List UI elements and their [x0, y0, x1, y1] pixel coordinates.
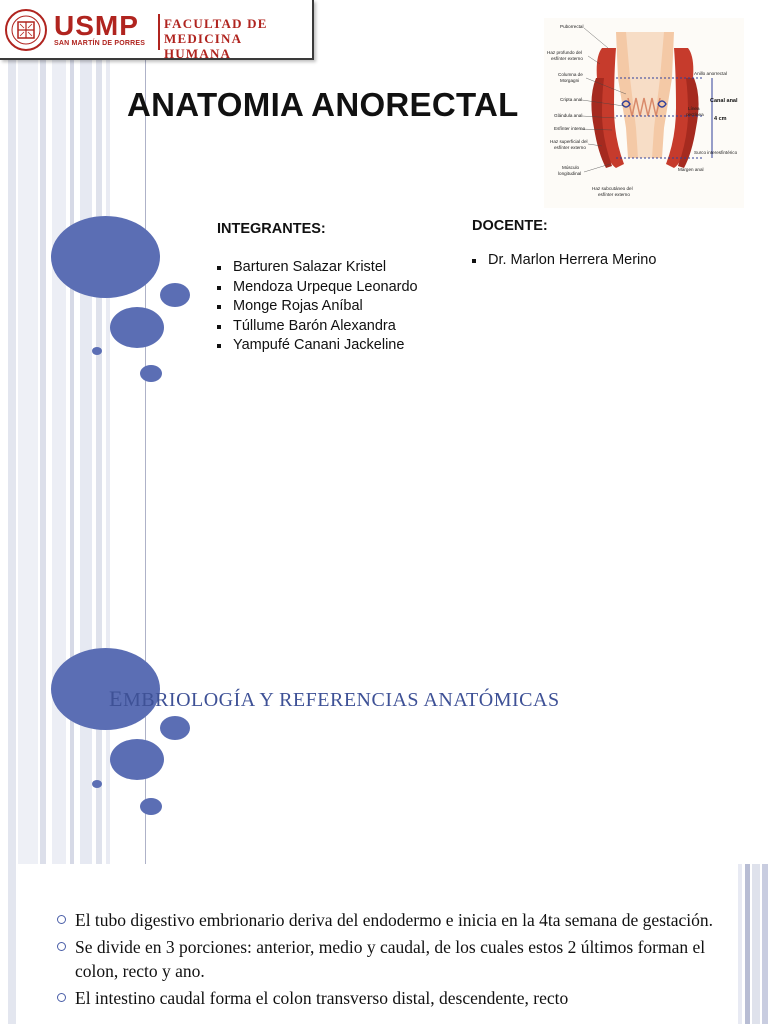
faculty-line-2: MEDICINA HUMANA — [164, 31, 242, 61]
slide-1 — [0, 0, 768, 432]
logo-university-name: SAN MARTÍN DE PORRES — [54, 40, 146, 47]
slide-title: ANATOMIA ANORECTAL — [127, 86, 519, 123]
decor-circle — [140, 798, 162, 815]
decor-circle — [110, 739, 164, 780]
list-item: El intestino caudal forma el colon transverso distal, descendente, recto — [55, 986, 715, 1010]
university-seal-icon — [4, 8, 48, 52]
figure-label: Surco interesfintérico — [694, 150, 738, 155]
decor-stripe — [8, 0, 16, 432]
docente-heading: DOCENTE: — [472, 218, 548, 234]
decor-stripe — [52, 0, 66, 432]
logo-faculty — [164, 16, 312, 61]
figure-label: esfínter externo — [554, 145, 586, 150]
title-initial: E — [109, 686, 123, 711]
decor-stripe — [80, 432, 92, 864]
docente-list — [470, 251, 656, 271]
decor-stripe — [70, 0, 74, 432]
figure-label: Glándula anal — [554, 113, 583, 118]
decor-stripe — [70, 432, 74, 864]
list-item: Yampufé Canani Jackeline — [215, 336, 418, 356]
title-rest: MBRIOLOGÍA Y REFERENCIAS ANATÓMICAS — [122, 689, 560, 711]
list-item: Dr. Marlon Herrera Merino — [470, 251, 656, 271]
figure-label: longitudinal — [558, 171, 582, 176]
content-bullet-list — [55, 908, 715, 1013]
decor-stripe — [18, 0, 38, 432]
figure-label: Margen anal — [678, 167, 704, 172]
decor-circle-small — [92, 347, 102, 355]
figure-label: Anillo anorrectal — [694, 71, 727, 76]
figure-label: Cripta anal — [560, 97, 583, 102]
usmp-logo — [0, 0, 314, 60]
decor-stripe — [40, 432, 46, 864]
list-item: Túllume Barón Alexandra — [215, 317, 418, 337]
figure-label: esfínter externo — [598, 192, 630, 197]
decor-stripe — [40, 0, 46, 432]
decor-circle — [160, 716, 190, 740]
decor-circle — [110, 307, 164, 348]
integrantes-list — [215, 258, 418, 356]
decor-stripe — [762, 864, 768, 1024]
faculty-line-1: FACULTAD DE — [164, 16, 268, 31]
list-item: Se divide en 3 porciones: anterior, medio y caudal, de los cuales estos 2 últimos forman el colon, recto y ano. — [55, 935, 715, 983]
slide-title — [109, 686, 560, 712]
figure-label: Haz superficial del — [550, 139, 588, 144]
decor-stripe — [745, 864, 750, 1024]
figure-label: pectínea — [686, 112, 704, 117]
decor-circle-large — [51, 216, 160, 298]
logo-acronym: USMP — [54, 10, 139, 41]
list-item: Barturen Salazar Kristel — [215, 258, 418, 278]
list-item: Monge Rojas Aníbal — [215, 297, 418, 317]
figure-label: 4 cm — [714, 116, 727, 122]
integrantes-heading: INTEGRANTES: — [217, 221, 326, 237]
slide-2 — [0, 432, 768, 864]
figure-label: esfínter externo — [551, 56, 583, 61]
slide-3 — [0, 864, 768, 1024]
decor-stripe — [80, 0, 92, 432]
figure-label: Haz profundo del — [547, 50, 582, 55]
decor-stripe — [52, 432, 66, 864]
decor-circle — [160, 283, 190, 307]
decor-stripe — [738, 864, 742, 1024]
decor-circle-small — [92, 780, 102, 788]
figure-label: Esfínter interno — [554, 126, 586, 131]
list-item: El tubo digestivo embrionario deriva del endodermo e inicia en la 4ta semana de gestación. — [55, 908, 715, 932]
figure-label: Morgagni — [560, 78, 580, 83]
figure-label: Músculo — [562, 165, 580, 170]
logo-divider — [158, 14, 160, 50]
figure-label: Línea — [688, 106, 700, 111]
decor-stripe — [18, 432, 38, 864]
anorectal-anatomy-figure — [544, 18, 744, 208]
decor-stripe — [8, 864, 16, 1024]
figure-label: Canal anal — [710, 98, 738, 104]
decor-stripe — [8, 432, 16, 864]
figure-label: Puborrectal — [560, 24, 584, 29]
decor-circle — [140, 365, 162, 382]
figure-label: Columna de — [558, 72, 583, 77]
figure-label: Haz subcutáneo del — [592, 186, 633, 191]
list-item: Mendoza Urpeque Leonardo — [215, 278, 418, 298]
decor-stripe — [752, 864, 760, 1024]
